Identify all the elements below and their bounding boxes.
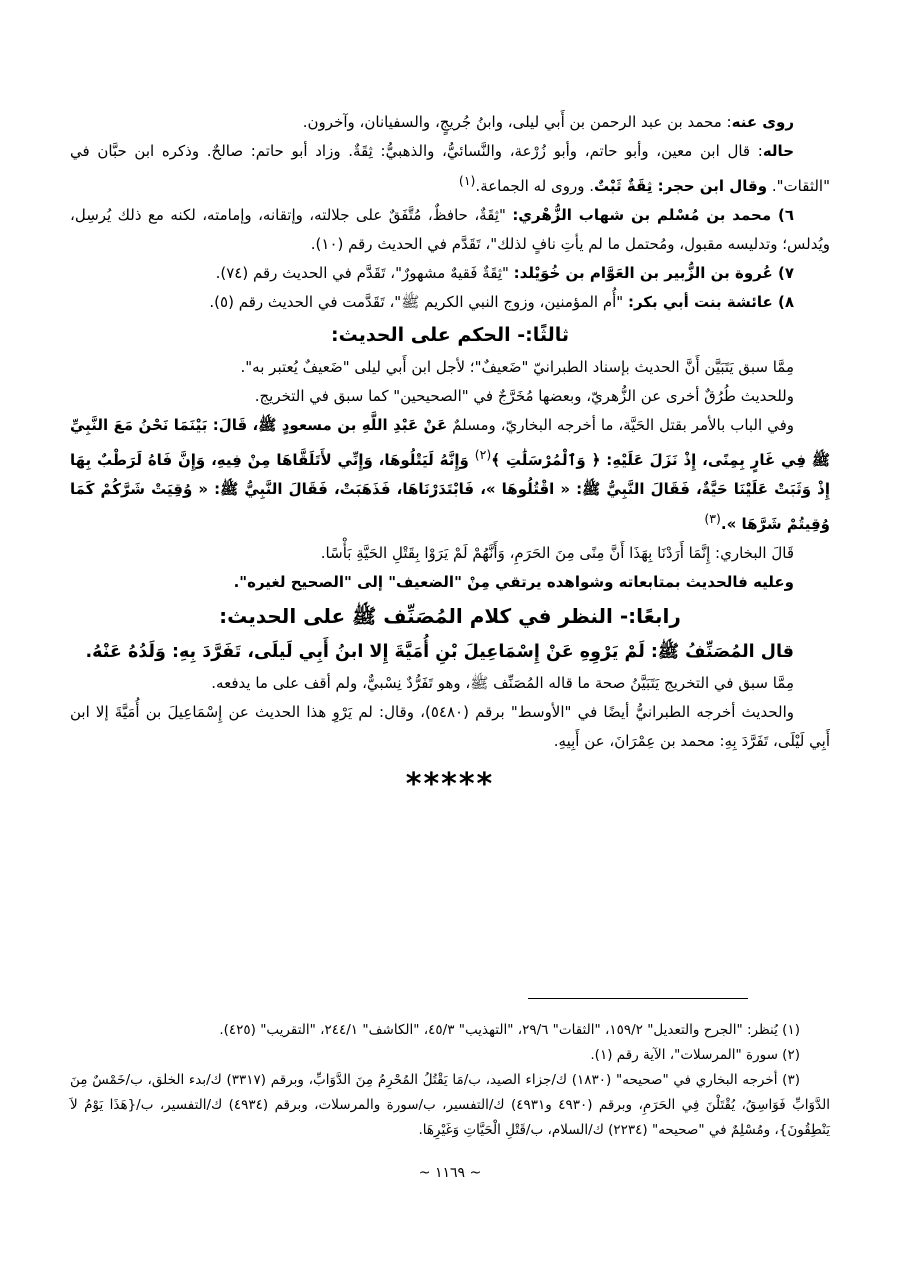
bukhari-comment: قَالَ البخاري: إِنَّمَا أَرَدْنَا بِهَذَا أَنَّ مِنًى مِنَ الحَرَمِ، وَأَنَّهُمْ لَمْ يَرَوْا بِقَتْلِ الحَيَّةِ بَأْسًا. <box>320 544 794 562</box>
footnote-1: (١) يُنظر: "الجرح والتعديل" ١٥٩/٢، "الثقات" ٢٩/٦، "التهذيب" ٤٥/٣، "الكاشف" ٢٤٤/١، "التقريب" (٤٢٥). <box>219 1022 800 1038</box>
narrator-7-text: "ثِقَةٌ فَقيهٌ مشهورٌ"، تَقَدَّم في الحديث رقم (٧٤). <box>215 264 514 282</box>
footnote-3: (٣) أخرجه البخاري في "صحيحه" (١٨٣٠) ك/جزاء الصيد، ب/مَا يَقْتُلُ المُحْرِمُ مِنَ الدَّوَابِّ، وبرقم (٣٣١٧) ك/بدء الخلق، ب/خَمْسٌ مِنَ الدَّوَابِّ فَوَاسِقُ، يُقْتَلْنَ فِي الحَرَمِ، وبرقم (٤٩٣٠ و٤٩٣١) ك/التفسير، ب/سورة والمرسلات، وبرقم (٤٩٣٤) ك/التفسير، ب/{هَذَا يَوْمُ لاَ يَنْطِقُونَ}، ومُسْلِمٌ في "صحيحه" (٢٢٣٤) ك/السلام، ب/قَتْلِ الْحَيَّاتِ وَغَيْرِهَا. <box>70 1072 830 1138</box>
hadith-text-1: عَنْ عَبْدِ اللَّهِ بن مسعودٍ ﷺ، قَالَ: بَيْنَمَا نَحْنُ مَعَ النَّبِيِّ ﷺ فِي غَارٍ بِمِنًى، إِذْ نَزَلَ عَلَيْهِ: ﴿ وَٱلْمُرْسَلَٰتِ ﴾ <box>70 416 831 469</box>
footnote-ref-1: (١) <box>458 173 476 188</box>
section-heading-author: رابعًا:- النظر في كلام المُصَنِّف ﷺ على الحديث: <box>219 604 681 628</box>
narrator-6-name: ٦) محمد بن مُسْلم بن شهاب الزُّهْري: <box>512 206 794 224</box>
footnote-divider <box>528 998 748 999</box>
awsat-paragraph: والحديث أخرجه الطبرانيُّ أيضًا في "الأوسط" برقم (٥٤٨٠)، وقال: لم يَرْوِ هذا الحديث عن إِسْمَاعِيلَ بن أُمَيَّةَ إلا ابن أَبِي لَيْلَى، تَفَرَّدَ بِهِ: محمد بن عِمْرَانَ، عن أَبِيهِ. <box>70 703 830 750</box>
narrators-line <box>70 108 830 137</box>
narrator-8-name: ٨) عائشة بنت أبي بكر: <box>627 293 794 311</box>
conclusion-text: وعليه فالحديث بمتابعاته وشواهده يرتقي مِنْ "الضعيف" إلى "الصحيح لغيره". <box>233 573 794 591</box>
footnote-ref-3: (٣) <box>704 511 721 526</box>
hadith-paragraph <box>70 411 830 539</box>
narrator-8 <box>70 288 830 317</box>
ibn-hajar-verdict: وقال ابن حجر: ثِقَةٌ ثَبْتٌ <box>594 177 768 195</box>
status-text: : قال ابن معين، وأبو حاتم، وأبو زُرْعة، والنَّسائيُّ، والذهبيُّ: ثِقَةٌ. وزاد أبو حاتم: صالحٌ. وذكره ابن حبَّان في "الثقات". <box>70 142 830 195</box>
conclusion-line <box>70 568 830 597</box>
footnotes <box>70 1018 830 1143</box>
narrators-text: : محمد بن عبد الرحمن بن أَبي ليلى، وابنُ جُريجٍ، والسفيانان، وآخرون. <box>302 113 732 131</box>
status-paragraph <box>70 137 830 201</box>
hadith-intro: وفي الباب بالأمر بقتل الحَيَّة، ما أخرجه البخاريّ، ومسلمٌ <box>447 416 794 434</box>
ruling-paragraph: مِمَّا سبق يَتَبَيَّن أَنَّ الحديث بإسناد الطبرانيّ "ضَعيفٌ"؛ لأجل ابن أَبي ليلى "ضَعيفٌ يُعتبر به". <box>240 358 794 376</box>
footnote-2: (٢) سورة "المرسلات"، الآية رقم (١). <box>590 1047 800 1063</box>
status-tail: . وروى له الجماعة. <box>475 177 595 195</box>
author-quote <box>70 635 830 669</box>
section-separator: ***** <box>405 767 495 802</box>
narrator-6 <box>70 201 830 259</box>
narrator-7-name: ٧) عُروة بن الزُّبير بن العَوَّام بن خُوَيْلد: <box>513 264 794 282</box>
hadith-text-2: وَإِنَّهُ لَيَتْلُوهَا، وَإِنِّي لأَتَلَقَّاهَا مِنْ فِيهِ، وَإِنَّ فَاهُ لَرَطْبٌ بِهَا إِذْ وَثَبَتْ عَلَيْنَا حَيَّةٌ، فَقَالَ النَّبِيُّ ﷺ: « اقْتُلُوهَا »، فَابْتَدَرْنَاهَا، فَذَهَبَتْ، فَقَالَ النَّبِيُّ ﷺ: « وُقِيَتْ شَرَّكُمْ كَمَا وُقِيتُمْ شَرَّهَا ». <box>70 451 830 533</box>
narrator-7 <box>70 259 830 288</box>
author-quote-label: قال المُصَنِّفُ ﷺ: <box>644 642 794 662</box>
narrator-6-text: "ثِقَةٌ، حافظٌ، مُتَّفَقٌ على جلالته، وإتقانه، وإمامته، لكنه مع ذلك يُرسِل، ويُدلس؛ وتدليسه مقبول، ومُحتمل ما لم يأتِ نافٍ لذلك"، تَقَدَّم في الحديث رقم (١٠). <box>70 206 830 253</box>
main-text <box>70 108 831 802</box>
narrators-label: روى عنه <box>731 113 794 131</box>
author-quote-text: لَمْ يَرْوِهِ عَنْ إِسْمَاعِيلَ بْنِ أُمَيَّةَ إِلا ابنُ أَبِي لَيلَى، تَفَرَّدَ بِهِ: وَلَدُهُ عَنْهُ. <box>85 642 645 662</box>
status-label: حاله <box>762 142 794 160</box>
page-number: ~ ١١٦٩ ~ <box>418 1165 482 1181</box>
narrator-8-text: "أُم المؤمنين، وزوج النبي الكريم ﷺ"، تَقَدَّمت في الحديث رقم (٥). <box>209 293 628 311</box>
footnote-ref-2: (٢) <box>474 447 492 462</box>
section-heading-ruling: ثالثًا:- الحكم على الحديث: <box>330 324 570 346</box>
other-routes-paragraph: وللحديث طُرُقٌ أخرى عن الزُّهريّ، وبعضها مُخَرَّجٌ في "الصحيحين" كما سبق في التخريج. <box>254 387 794 405</box>
author-check-paragraph: مِمَّا سبق في التخريج يَتَبَيَّنُ صحة ما قاله المُصَنِّف ﷺ، وهو تَفَرُّدٌ نِسْبيٌّ، ولم أقف على ما يدفعه. <box>211 674 794 692</box>
